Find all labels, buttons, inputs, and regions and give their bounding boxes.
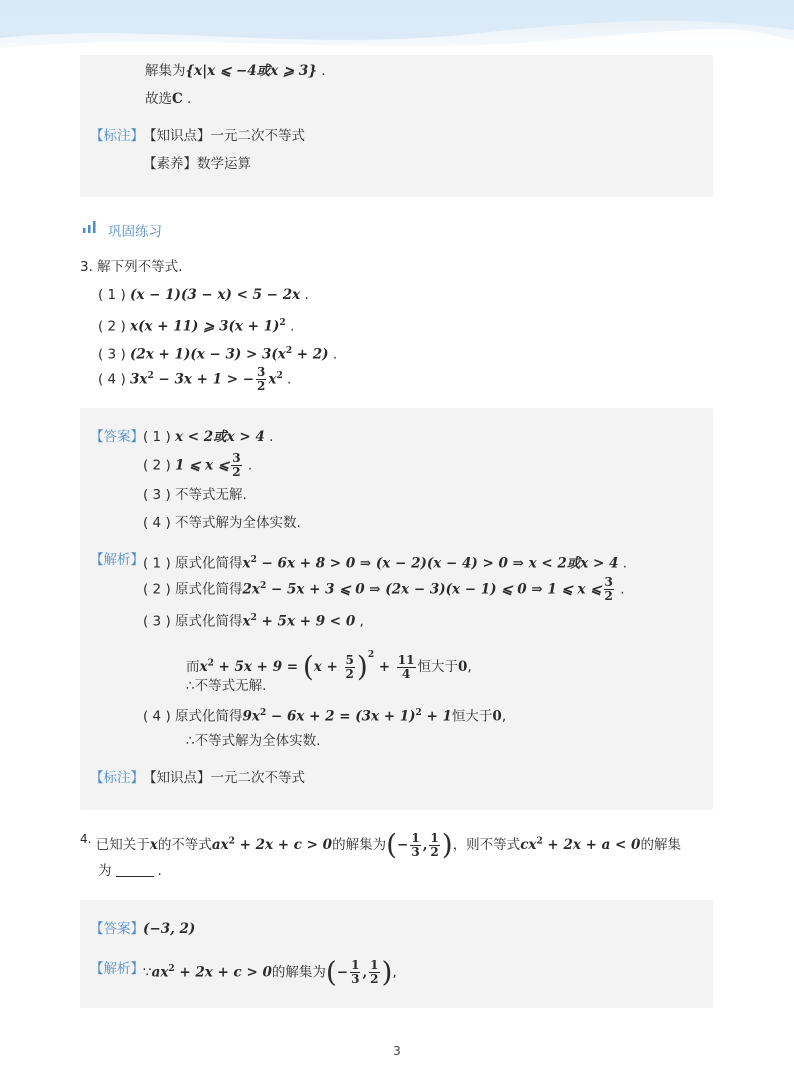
- numerator: 1: [370, 958, 379, 972]
- math: + 2x + a < 0: [542, 837, 641, 853]
- item-label: ( 2 ): [98, 318, 126, 335]
- text: 原式化简得: [175, 613, 243, 630]
- text: .: [269, 429, 274, 445]
- numerator: 3: [232, 451, 241, 465]
- numerator: 5: [345, 652, 354, 667]
- item-label: ( 3 ): [143, 487, 171, 503]
- text: .: [187, 91, 192, 107]
- question-4-solution-box: [80, 900, 713, 1008]
- math: + 5x + 9 < 0: [256, 613, 356, 630]
- previous-solution-box: [80, 55, 713, 197]
- math-sup: 2: [250, 555, 257, 565]
- math: −: [397, 837, 409, 853]
- text: 恒大于: [451, 708, 493, 725]
- text: 原式化简得: [175, 708, 243, 725]
- math-sup: 2: [285, 346, 293, 356]
- math-sup: 2: [228, 836, 235, 847]
- item-label: ( 3 ): [98, 346, 126, 363]
- fraction: [231, 452, 241, 479]
- text: 而: [186, 659, 200, 675]
- item-label: ( 2 ): [143, 457, 171, 474]
- math: + 5x + 9 =: [213, 659, 303, 675]
- math: (x − 1)(3 − x) < 5 − 2x: [130, 287, 301, 303]
- text: 的解集为: [332, 837, 387, 853]
- numerator: 1: [430, 830, 439, 845]
- denominator: 2: [257, 379, 266, 393]
- math: C: [172, 91, 183, 107]
- denominator: 2: [604, 589, 613, 603]
- question-3-item-1: [98, 286, 309, 304]
- comma: ,: [362, 964, 368, 981]
- text: 的不等式: [157, 837, 212, 853]
- math: 1 ⩽ x ⩽: [175, 457, 230, 474]
- math: x: [242, 555, 251, 572]
- right-paren: ): [356, 650, 368, 683]
- math: ax: [151, 964, 169, 981]
- math-sup: 2: [168, 964, 175, 974]
- numerator: 1: [411, 830, 420, 845]
- analysis-2: [143, 576, 625, 603]
- math: + 2): [292, 346, 329, 363]
- numerator: 3: [604, 575, 613, 589]
- math: +: [374, 659, 395, 675]
- answer-4: [143, 514, 301, 532]
- knowledge-point: 【知识点】一元二次不等式: [143, 128, 305, 144]
- math: (2x + 1)(x − 3) > 3(x: [130, 346, 286, 363]
- annotation-tag: 【标注】: [90, 770, 144, 786]
- text: ∵: [143, 964, 152, 981]
- left-paren: (: [386, 828, 398, 861]
- math-sup: 2: [207, 658, 214, 669]
- text: .: [287, 371, 292, 388]
- analysis-3c: ∴不等式无解.: [186, 678, 267, 694]
- text: 原式化简得: [175, 581, 243, 598]
- numerator: 11: [397, 652, 415, 667]
- fraction: [350, 959, 360, 986]
- answer-tag: 【答案】: [90, 921, 144, 937]
- math: ax: [211, 837, 229, 853]
- analysis: [143, 952, 397, 990]
- left-paren: (: [302, 650, 314, 683]
- denominator: 3: [351, 972, 360, 986]
- question-4-line-2: [98, 862, 162, 880]
- bar-chart-icon: [82, 219, 96, 233]
- comma: ,: [422, 837, 428, 853]
- text: ,: [392, 964, 397, 981]
- text: ,: [467, 659, 472, 675]
- math: 2x: [242, 581, 260, 598]
- math-sup: 2: [259, 581, 267, 591]
- math-sup: 2: [279, 318, 286, 328]
- text: 恒大于: [417, 659, 458, 675]
- text: 的解集: [640, 837, 681, 853]
- analysis-4: [143, 704, 506, 726]
- solution-set-line: [145, 62, 326, 80]
- math: {x|x ⩽ −4或x ⩾ 3}: [185, 63, 317, 79]
- math: − 3x + 1 > −: [153, 371, 255, 388]
- math-sup: 2: [536, 836, 543, 847]
- math-sup: 2: [259, 708, 267, 718]
- answer-blank[interactable]: [116, 876, 154, 877]
- text: .: [332, 346, 338, 363]
- fraction: [369, 959, 379, 986]
- question-3-item-3: [98, 342, 337, 364]
- math: + 2x + c > 0: [174, 964, 272, 981]
- text: 的解集为: [271, 964, 326, 981]
- answer-2: [143, 452, 252, 479]
- math: (−3, 2): [143, 921, 196, 937]
- math: x(x + 11) ⩾ 3(x + 1): [130, 318, 280, 335]
- math: 0: [458, 659, 468, 675]
- denominator: 2: [430, 844, 439, 859]
- math: x +: [313, 659, 343, 675]
- text: .: [289, 318, 295, 335]
- left-paren: (: [325, 955, 337, 989]
- analysis-tag: 【解析】: [90, 552, 144, 568]
- math: − 5x + 3 ⩽ 0 ⇒ (2x − 3)(x − 1) ⩽ 0 ⇒ 1 ⩽ x ⩽: [266, 581, 602, 598]
- math: − 6x + 8 > 0 ⇒ (x − 2)(x − 4) > 0 ⇒ x < 2或x > 4: [256, 555, 619, 572]
- numerator: 3: [257, 365, 266, 379]
- math: x < 2或x > 4: [175, 429, 265, 445]
- question-3-item-4: [98, 366, 291, 393]
- question-number: 4.: [80, 832, 92, 846]
- knowledge-point: 【知识点】一元二次不等式: [143, 770, 305, 786]
- analysis-4b: ∴不等式解为全体实数.: [186, 733, 321, 749]
- denominator: 2: [232, 465, 241, 479]
- numerator: 1: [351, 958, 360, 972]
- text: 不等式无解.: [175, 487, 247, 503]
- text: 故选: [145, 91, 172, 107]
- fraction: [410, 832, 420, 859]
- item-label: ( 3 ): [143, 613, 171, 630]
- text: 解集为: [145, 63, 186, 79]
- math-sup: 2: [415, 708, 422, 718]
- answer: [143, 920, 195, 938]
- text: 已知关于: [95, 837, 150, 853]
- math-sup: 2: [367, 650, 375, 660]
- item-label: ( 4 ): [143, 515, 171, 531]
- section-title: 巩固练习: [108, 224, 162, 240]
- math-sup: 2: [147, 371, 154, 381]
- analysis-1: [143, 551, 627, 573]
- text: .: [157, 863, 162, 879]
- text: .: [304, 287, 309, 303]
- item-label: ( 2 ): [143, 581, 171, 598]
- page-number: 3: [393, 1044, 401, 1058]
- question-4-stem: [80, 822, 681, 862]
- item-label: ( 1 ): [143, 555, 171, 572]
- math: x: [199, 659, 208, 675]
- text: .: [247, 457, 253, 474]
- analysis-tag: 【解析】: [90, 961, 144, 977]
- item-label: ( 4 ): [98, 371, 126, 388]
- question-3-stem: 3. 解下列不等式.: [80, 259, 183, 275]
- fraction: [345, 654, 355, 681]
- literacy-note: 【素养】数学运算: [143, 156, 251, 172]
- answer-tag: 【答案】: [90, 429, 144, 445]
- math: 9x: [242, 708, 260, 725]
- text: .: [620, 581, 625, 598]
- math: −: [336, 964, 349, 981]
- item-label: ( 1 ): [98, 287, 126, 303]
- math: 0: [492, 708, 502, 725]
- math: x: [149, 837, 158, 853]
- answer-1: [143, 428, 273, 446]
- annotation-tag: 【标注】: [90, 128, 144, 144]
- math-sup: 2: [250, 613, 257, 623]
- denominator: 2: [370, 972, 379, 986]
- text: 不等式解为全体实数.: [175, 515, 301, 531]
- text: ,: [501, 708, 507, 725]
- math-sup: 2: [276, 371, 283, 381]
- math: cx: [520, 837, 537, 853]
- text: .: [321, 63, 326, 79]
- right-paren: ): [441, 828, 453, 861]
- text: .: [622, 555, 627, 572]
- item-label: ( 1 ): [143, 429, 171, 445]
- header-wave-decoration: [0, 0, 794, 60]
- choice-line: [145, 90, 191, 108]
- denominator: 4: [401, 666, 411, 681]
- text: 为: [98, 863, 112, 879]
- denominator: 2: [345, 666, 354, 681]
- answer-3: [143, 486, 247, 504]
- math: + 1: [421, 708, 452, 725]
- right-paren: ): [381, 955, 393, 989]
- question-3-item-2: [98, 314, 294, 336]
- text: ,: [359, 613, 364, 630]
- text: ，则不等式: [452, 837, 521, 853]
- math: x: [268, 371, 277, 388]
- math: + 2x + c > 0: [234, 837, 333, 853]
- math: 3x: [130, 371, 148, 388]
- fraction: [256, 366, 266, 393]
- fraction: [429, 832, 439, 859]
- math: − 6x + 2 = (3x + 1): [266, 708, 416, 725]
- fraction: [397, 654, 416, 681]
- denominator: 3: [411, 844, 420, 859]
- question-3-solution-box: [80, 408, 713, 810]
- item-label: ( 4 ): [143, 708, 171, 725]
- math: x: [242, 613, 251, 630]
- text: 原式化简得: [175, 555, 243, 572]
- analysis-3: [143, 609, 364, 631]
- fraction: [604, 576, 614, 603]
